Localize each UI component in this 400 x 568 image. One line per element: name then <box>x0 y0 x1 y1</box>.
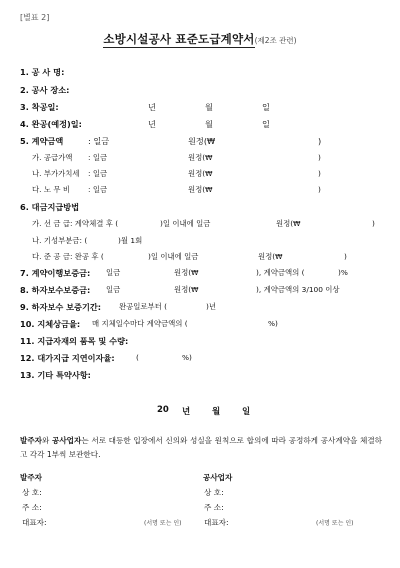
vat-close: ) <box>318 169 321 178</box>
contract-date-month: 월 <box>212 407 221 417</box>
warranty-period-from: 완공일로부터 ( <box>119 302 168 311</box>
completion-payment-days: )일 이내에 일금 <box>148 252 199 261</box>
item-start-date: 3. 착공일: <box>20 102 59 112</box>
warranty-bond-won: 원정(₩ <box>174 285 199 294</box>
contractor-address-label: 주 소: <box>204 503 224 512</box>
item-project-name: 1. 공 사 명: <box>20 67 65 77</box>
item-warranty-period: 9. 하자보수 보증기간: <box>20 302 102 312</box>
performance-bond-pay: 일금 <box>106 268 121 277</box>
paragraph-contractor: 공사업자 <box>52 436 82 445</box>
start-month-label: 월 <box>205 102 213 112</box>
supply-value-close: ) <box>318 153 321 162</box>
owner-address-label: 주 소: <box>22 503 42 512</box>
item-special-terms: 13. 기타 특약사항: <box>20 370 91 380</box>
item-location: 2. 공사 장소: <box>20 85 70 95</box>
item-performance-bond: 7. 계약이행보증금: <box>20 268 91 278</box>
contract-date-prefix: 20 <box>157 405 169 415</box>
owner-signature-note: (서명 또는 인) <box>144 520 182 527</box>
labor-cost-pay: : 일금 <box>88 185 108 194</box>
vat-won: 원정(₩ <box>188 169 213 178</box>
paragraph-owner: 발주자 <box>20 436 43 445</box>
advance-payment-close: ) <box>372 219 375 228</box>
advance-payment-label: 가. 선 금 급: 계약체결 후 ( <box>32 219 119 228</box>
contractor-heading: 공사업자 <box>203 473 233 482</box>
item-end-date: 4. 완공(예정)일: <box>20 119 82 129</box>
late-interest-open: ( <box>136 353 139 362</box>
start-day-label: 일 <box>262 102 270 112</box>
supply-value-won: 원정(₩ <box>188 153 213 162</box>
delay-penalty-pct: %) <box>268 319 278 328</box>
vat-label: 나. 부가가치세 <box>32 169 80 178</box>
labor-cost-label: 다. 노 무 비 <box>32 185 70 194</box>
owner-company-label: 상 호: <box>22 488 42 497</box>
contract-amount-label: 5. 계약금액 <box>20 136 64 146</box>
performance-bond-won: 원정(₩ <box>174 268 199 277</box>
supply-value-label: 가. 공급가액 <box>32 153 73 162</box>
performance-bond-pct: )% <box>338 268 348 277</box>
item-late-interest: 12. 대가지급 지연이자율: <box>20 353 115 363</box>
owner-heading: 발주자 <box>20 473 43 482</box>
progress-payment-freq: )월 1회 <box>118 236 143 245</box>
completion-payment-label: 다. 준 공 금: 완공 후 ( <box>32 252 104 261</box>
contractor-company-label: 상 호: <box>204 488 224 497</box>
delay-penalty-desc: 매 지체일수마다 계약금액의 ( <box>92 319 188 328</box>
labor-cost-close: ) <box>318 185 321 194</box>
labor-cost-won: 원정(₩ <box>188 185 213 194</box>
contractor-signature-note: (서명 또는 인) <box>316 520 354 527</box>
advance-payment-won: 원정(₩ <box>276 219 301 228</box>
contract-amount-won: 원정(₩ <box>188 136 216 146</box>
progress-payment-label: 나. 기성부분금: ( <box>32 236 88 245</box>
item-warranty-bond: 8. 하자보수보증금: <box>20 285 91 295</box>
document-subtitle: (제2조 관련) <box>254 36 297 45</box>
contract-date-year: 년 <box>182 407 191 417</box>
contractor-representative-label: 대표자: <box>204 518 229 527</box>
item-delay-penalty: 10. 지체상금율: <box>20 319 81 329</box>
completion-payment-close: ) <box>344 252 347 261</box>
document-title: 소방시설공사 표준도급계약서 <box>103 32 255 46</box>
vat-pay: : 일금 <box>88 169 108 178</box>
owner-representative-label: 대표자: <box>22 518 47 527</box>
warranty-bond-rate: ), 계약금액의 3/100 이상 <box>256 285 340 294</box>
performance-bond-rate: ), 계약금액의 ( <box>256 268 305 277</box>
contract-date-day: 일 <box>242 407 251 417</box>
advance-payment-days: )일 이내에 일금 <box>160 219 211 228</box>
paragraph-text-2: 는 서로 대등한 입장에서 신의와 성실을 원칙으로 합의에 따라 공정하게 공사계약을 체결하고 각각 1부씩 보관한다. <box>20 436 383 459</box>
supply-value-pay: : 일금 <box>88 153 108 162</box>
item-payment-method: 6. 대금지급방법 <box>20 202 80 212</box>
late-interest-pct: %) <box>182 353 192 362</box>
agreement-paragraph <box>20 434 382 462</box>
end-year-label: 년 <box>148 119 156 129</box>
title-block <box>0 28 400 47</box>
contract-amount-close: ) <box>318 136 322 146</box>
start-year-label: 년 <box>148 102 156 112</box>
item-supplied-materials: 11. 지급자재의 품목 및 수량: <box>20 336 129 346</box>
appendix-tag: [별표 2] <box>20 13 50 22</box>
contract-amount-pay: : 일금 <box>88 136 110 146</box>
item-contract-amount <box>20 136 63 146</box>
warranty-bond-pay: 일금 <box>106 285 121 294</box>
warranty-period-years: )년 <box>206 302 217 311</box>
end-day-label: 일 <box>262 119 270 129</box>
paragraph-text-1: 와 <box>42 436 53 445</box>
completion-payment-won: 원정(₩ <box>258 252 283 261</box>
end-month-label: 월 <box>205 119 213 129</box>
